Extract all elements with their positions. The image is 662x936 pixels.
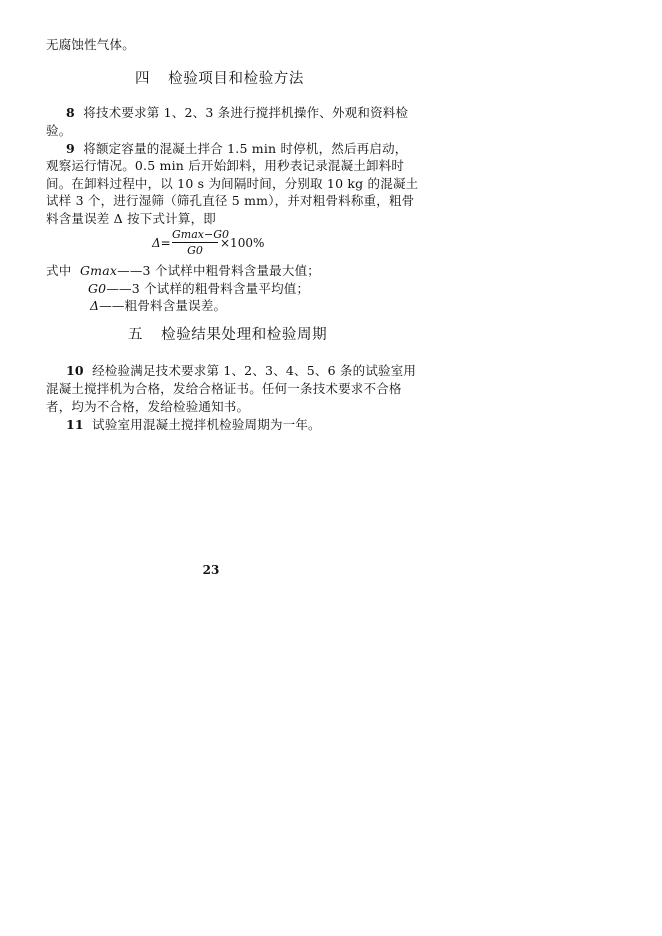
formula-lhs: Δ= — [152, 236, 171, 250]
legend-symbol: G0 — [88, 281, 107, 296]
page-number: 23 — [202, 563, 220, 577]
legend-item — [88, 280, 309, 297]
section-4-heading — [135, 70, 304, 88]
legend-item — [90, 297, 226, 314]
fraction-bar — [172, 242, 218, 243]
item-11-line-1: 11 试验室用混凝土搅拌机检验周期为一年。 — [66, 417, 321, 432]
section-5-heading — [128, 326, 327, 344]
item-10-number: 10 — [66, 363, 84, 378]
item-9-line-1: 9 将额定容量的混凝土拌合 1.5 min 时停机，然后再启动， — [66, 141, 408, 156]
legend-desc: ——粗骨料含量误差。 — [99, 298, 227, 313]
legend-desc: ——3 个试样中粗骨料含量最大值； — [117, 263, 320, 278]
item-10-line-2: 混凝土搅拌机为合格，发给合格证书。任何一条技术要求不合格 — [46, 381, 402, 396]
item-8-line-2: 验。 — [46, 123, 72, 138]
item-9-line-5: 料含量误差 Δ 按下式计算，即 — [46, 211, 216, 226]
item-9-line-2: 观察运行情况。0.5 min 后开始卸料，用秒表记录混凝土卸料时 — [46, 158, 405, 173]
item-10-line-3: 者，均为不合格，发给检验通知书。 — [46, 399, 250, 414]
legend-desc: ——3 个试样的粗骨料含量平均值； — [106, 281, 310, 296]
section-4-title: 检验项目和检验方法 — [168, 71, 305, 87]
item-11-number: 11 — [66, 417, 84, 432]
item-9-line-3: 间。在卸料过程中，以 10 s 为间隔时间，分别取 10 kg 的混凝土 — [46, 176, 419, 191]
legend-prefix: 式中 — [46, 263, 72, 278]
intro-tail-text: 无腐蚀性气体。 — [46, 37, 135, 52]
item-9-number: 9 — [66, 141, 75, 156]
legend-symbol: Δ — [90, 298, 100, 313]
formula-rhs: ×100% — [220, 236, 265, 250]
section-4-number: 四 — [135, 71, 151, 87]
item-8-line-1: 8 将技术要求第 1、2、3 条进行搅拌机操作、外观和资料检 — [66, 105, 409, 120]
formula-fraction — [172, 228, 229, 257]
formula-denominator: G0 — [187, 244, 203, 257]
formula-numerator: Gmax−G0 — [172, 228, 229, 241]
section-5-title: 检验结果处理和检验周期 — [161, 327, 328, 343]
legend-symbol: Gmax — [80, 263, 118, 278]
legend-item — [80, 262, 320, 279]
item-8-number: 8 — [66, 105, 75, 120]
section-5-number: 五 — [128, 327, 144, 343]
item-9-line-4: 试样 3 个，进行湿筛（筛孔直径 5 mm），并对粗骨料称重，粗骨 — [46, 193, 415, 208]
item-10-line-1: 10 经检验满足技术要求第 1、2、3、4、5、6 条的试验室用 — [66, 363, 417, 378]
